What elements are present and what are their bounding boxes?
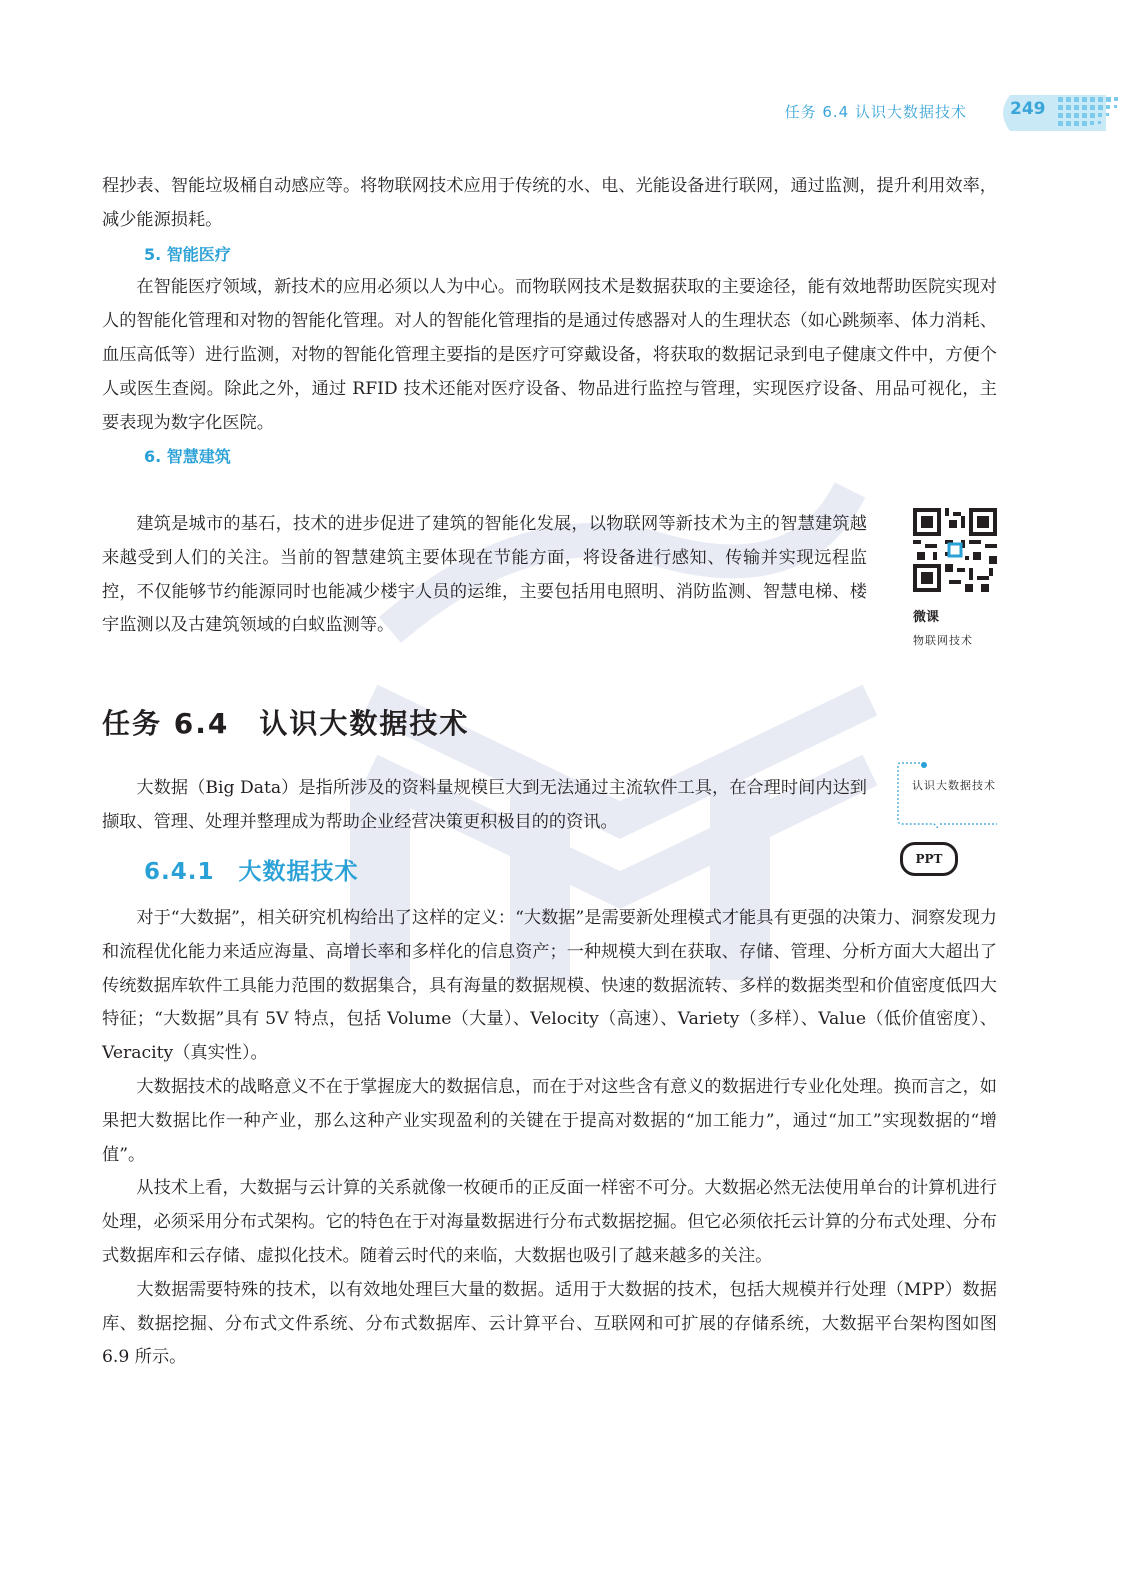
paragraph: 对于“大数据”，相关研究机构给出了这样的定义：“大数据”是需要新处理模式才能具有更强的决策力、洞察发现力和流程优化能力来适应海量、高增长率和多样化的信息资产；一种规模大到在获取、存储、管理、分析方面大大超出了传统数据库软件工具能力范围的数据集合，具有海量的数据规模、快速的数据流转、多样的数据类型和价值密度低四大特征；“大数据”具有 5V 特点，包括 Volume（大量）、Velocity（高速）、Variety（多样）、Value（低价值密度）、Veracity（真实性）。 xyxy=(102,908,997,1064)
heading-smart-medical: 5. 智能医疗 xyxy=(144,244,231,264)
paragraph: 在智能医疗领域，新技术的应用必须以人为中心。而物联网技术是数据获取的主要途径，能有效地帮助医院实现对人的智能化管理和对物的智能化管理。对人的智能化管理指的是通过传感器对人的生理状态（如心跳频率、体力消耗、血压高低等）进行监测，对物的智能化管理主要指的是医疗可穿戴设备，将获取的数据记录到电子健康文件中，方便个人或医生查阅。除此之外，通过 RFID 技术还能对医疗设备、物品进行监控与管理，实现医疗设备、用品可视化，主要表现为数字化医院。 xyxy=(102,277,997,433)
paragraph: 大数据需要特殊的技术，以有效地处理巨大量的数据。适用于大数据的技术，包括大规模并行处理（MPP）数据库、数据挖掘、分布式文件系统、分布式数据库、云计算平台、互联网和可扩展的存储系统，大数据平台架构图如图 6.9 所示。 xyxy=(102,1279,997,1368)
paragraph: 大数据（Big Data）是指所涉及的资料量规模巨大到无法通过主流软件工具，在合理时间内达到撷取、管理、处理并整理成为帮助企业经营决策更积极目的的资讯。 xyxy=(102,778,867,832)
paragraph: 大数据技术的战略意义不在于掌握庞大的数据信息，而在于对这些含有意义的数据进行专业化处理。换而言之，如果把大数据比作一种产业，那么这种产业实现盈利的关键在于提高对数据的“加工能力”，通过“加工”实现数据的“增值”。 xyxy=(102,1076,997,1165)
body-block-1 xyxy=(102,170,997,474)
subsection-number: 6.4.1 xyxy=(144,859,215,885)
qr-subtitle: 物联网技术 xyxy=(913,634,973,647)
body-block-2 xyxy=(102,902,997,1375)
ppt-badge-icon[interactable]: PPT xyxy=(900,842,958,876)
section-intro xyxy=(102,772,867,840)
section-number: 任务 6.4 xyxy=(102,707,230,740)
section-title xyxy=(102,702,469,742)
section-title-text: 认识大数据技术 xyxy=(259,707,470,740)
running-header xyxy=(0,95,1127,135)
qr-code-icon[interactable] xyxy=(913,508,997,592)
subsection-title xyxy=(144,853,359,886)
paragraph: 程抄表、智能垃圾桶自动感应等。将物联网技术应用于传统的水、电、光能设备进行联网，通过监测，提升利用效率，减少能源损耗。 xyxy=(102,176,997,230)
page-number: 249 xyxy=(1010,99,1046,119)
heading-smart-building: 6. 智慧建筑 xyxy=(144,447,231,467)
ppt-callout-text: 认识大数据技术 xyxy=(912,779,996,792)
header-chapter-title: 任务 6.4 认识大数据技术 xyxy=(784,103,967,121)
publisher-watermark xyxy=(330,400,910,980)
qr-label: 微课 xyxy=(913,610,940,625)
paragraph: 从技术上看，大数据与云计算的关系就像一枚硬币的正反面一样密不可分。大数据必然无法使用单台的计算机进行处理，必须采用分布式架构。它的特色在于对海量数据进行分布式数据挖掘。但它必须依托云计算的分布式处理、分布式数据库和云存储、虚拟化技术。随着云时代的来临，大数据也吸引了越来越多的关注。 xyxy=(102,1178,997,1266)
subsection-title-text: 大数据技术 xyxy=(238,859,359,885)
body-block-building xyxy=(102,508,867,643)
paragraph: 建筑是城市的基石，技术的进步促进了建筑的智能化发展，以物联网等新技术为主的智慧建筑越来越受到人们的关注。当前的智慧建筑主要体现在节能方面，将设备进行感知、传输并实现远程监控，不仅能够节约能源同时也能减少楼宇人员的运维，主要包括用电照明、消防监测、智慧电梯、楼宇监测以及古建筑领域的白蚁监测等。 xyxy=(102,514,867,636)
